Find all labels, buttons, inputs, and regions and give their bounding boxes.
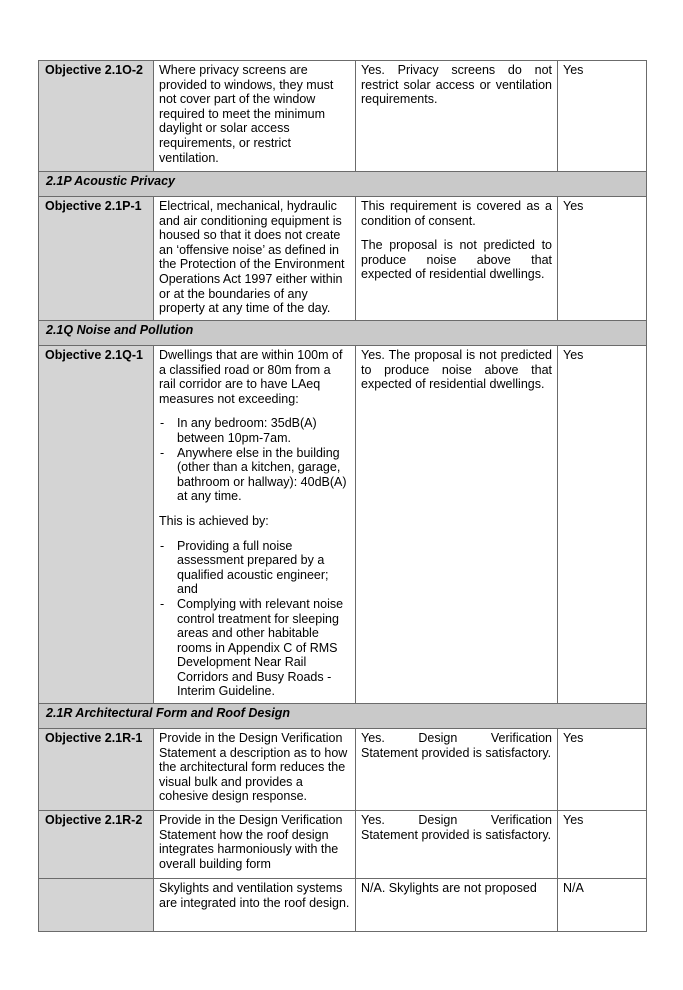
objective-label: Objective 2.1R-1 (39, 729, 154, 811)
objective-label: Objective 2.1R-2 (39, 811, 154, 879)
table-row (39, 729, 647, 811)
section-heading: 2.1Q Noise and Pollution (39, 321, 647, 346)
table-row (39, 346, 647, 704)
section-header-row (39, 321, 647, 346)
requirement-cell: Provide in the Design Verification Statement a description as to how the architectural form reduces the visual bulk and provides a cohesive design response. (154, 729, 356, 811)
achieved-by-text: This is achieved by: (159, 513, 269, 528)
table-row (39, 811, 647, 879)
objective-label (39, 879, 154, 932)
complies-cell: Yes (558, 811, 647, 879)
list-item: - In any bedroom: 35dB(A) between 10pm-7am. (159, 416, 350, 445)
requirement-intro: Dwellings that are within 100m of a classified road or 80m from a rail corridor are to have LAeq measures not exceeding: (159, 348, 343, 406)
requirement-cell (154, 346, 356, 704)
requirement-cell: Where privacy screens are provided to windows, they must not cover part of the window required to meet the minimum daylight or solar access requirements, or restrict ventilation. (154, 61, 356, 172)
response-cell: Yes. The proposal is not predicted to produce noise above that expected of residential dwellings. (356, 346, 558, 704)
response-cell: Yes. Privacy screens do not restrict solar access or ventilation requirements. (356, 61, 558, 172)
objective-label: Objective 2.1O-2 (39, 61, 154, 172)
measures-list (159, 539, 350, 700)
response-cell (356, 197, 558, 321)
table-row (39, 879, 647, 932)
list-item: - Anywhere else in the building (other than a kitchen, garage, bathroom or hallway): 40dB(A) at any time. (159, 446, 350, 504)
requirement-cell: Skylights and ventilation systems are integrated into the roof design. (154, 879, 356, 932)
compliance-table-page (38, 60, 646, 932)
complies-cell: Yes (558, 346, 647, 704)
complies-cell: N/A (558, 879, 647, 932)
response-cell: Yes. Design Verification Statement provided is satisfactory. (356, 729, 558, 811)
complies-cell: Yes (558, 197, 647, 321)
response-paragraph: This requirement is covered as a condition of consent. (361, 199, 552, 228)
noise-limits-list (159, 416, 350, 504)
list-item: - Complying with relevant noise control treatment for sleeping areas and other habitable rooms in Appendix C of RMS Development Near Rail Corridors and Busy Roads - Interim Guideline. (159, 597, 350, 699)
response-cell: N/A. Skylights are not proposed (356, 879, 558, 932)
section-header-row (39, 704, 647, 729)
complies-cell: Yes (558, 729, 647, 811)
response-paragraph: The proposal is not predicted to produce noise above that expected of residential dwellings. (361, 238, 552, 282)
objective-label: Objective 2.1Q-1 (39, 346, 154, 704)
compliance-table (38, 60, 647, 932)
section-heading: 2.1R Architectural Form and Roof Design (39, 704, 647, 729)
requirement-cell: Electrical, mechanical, hydraulic and air conditioning equipment is housed so that it does not create an ‘offensive noise’ as defined in the Protection of the Environment Operations Act 1997 either within or at the boundaries of any property at any time of the day. (154, 197, 356, 321)
section-heading: 2.1P Acoustic Privacy (39, 172, 647, 197)
list-item: - Providing a full noise assessment prepared by a qualified acoustic engineer; and (159, 539, 350, 597)
complies-cell: Yes (558, 61, 647, 172)
table-row (39, 61, 647, 172)
response-cell: Yes. Design Verification Statement provided is satisfactory. (356, 811, 558, 879)
section-header-row (39, 172, 647, 197)
objective-label: Objective 2.1P-1 (39, 197, 154, 321)
table-row (39, 197, 647, 321)
requirement-cell: Provide in the Design Verification Statement how the roof design integrates harmoniously with the overall building form (154, 811, 356, 879)
